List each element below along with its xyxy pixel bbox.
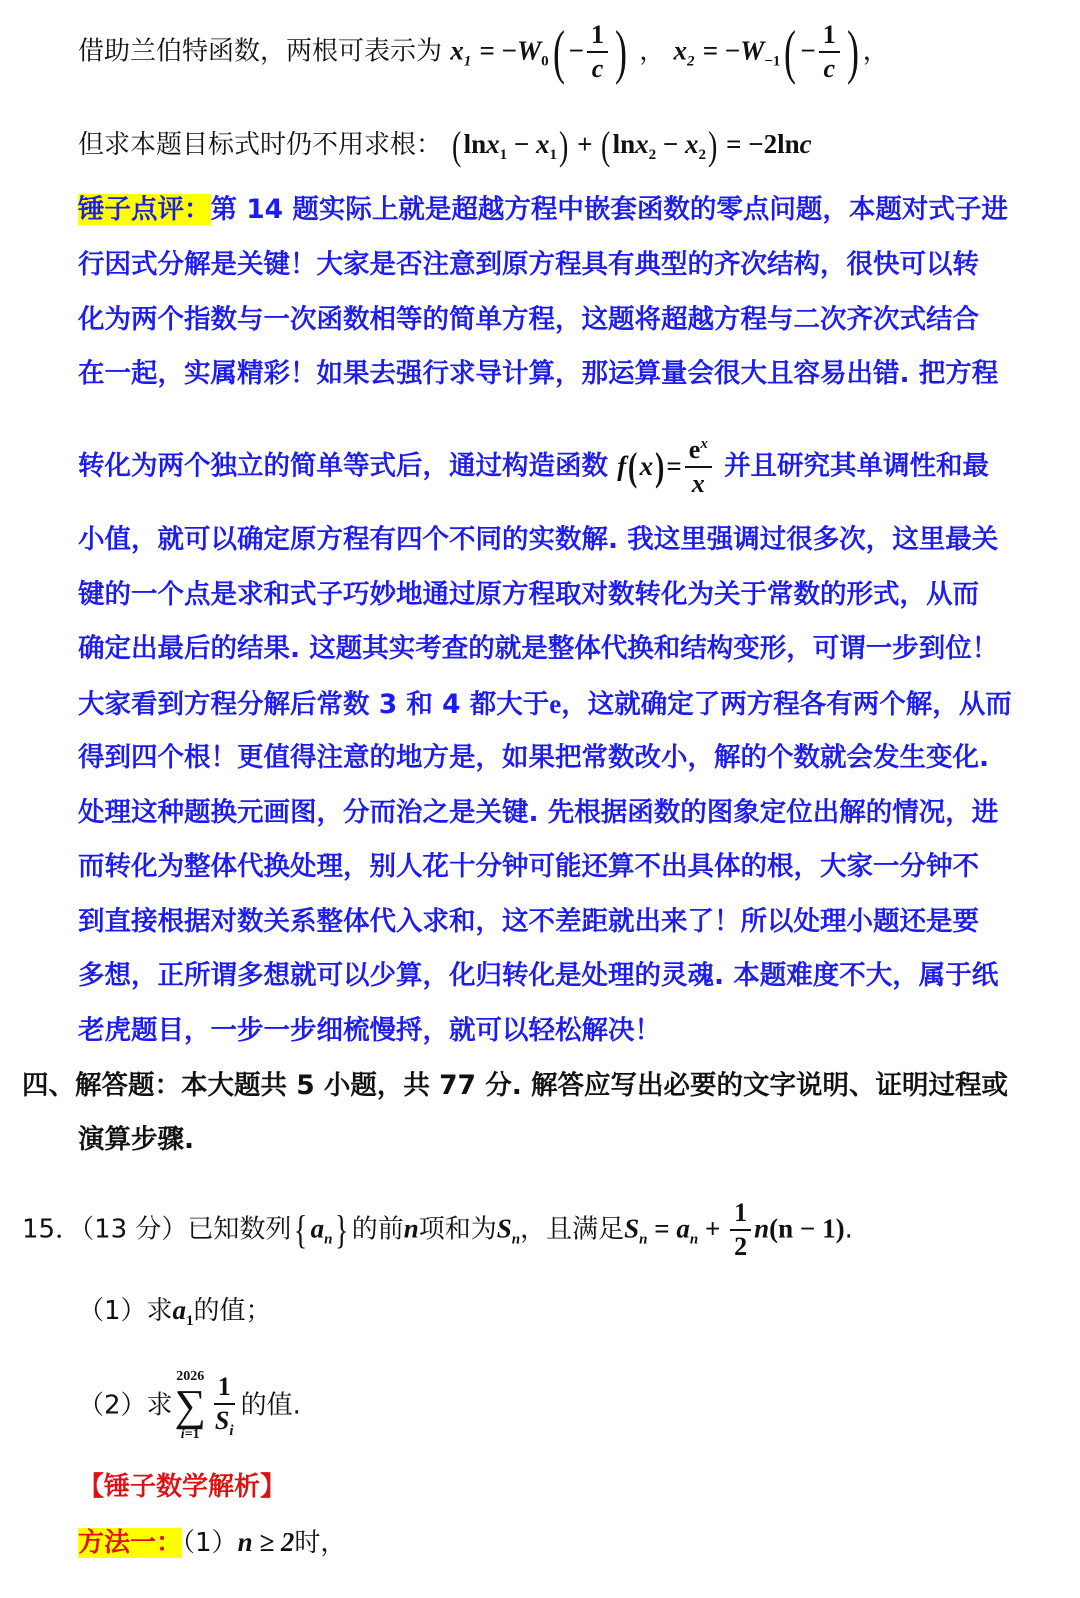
review-line-4: 在一起，实属精彩！如果去强行求导计算，那运算量会很大且容易出错. 把方程 [78, 358, 999, 389]
review-line-7: 确定出最后的结果. 这题其实考查的就是整体代换和结构变形，可谓一步到位！ [78, 633, 999, 664]
question-15-part-2: （2）求 2026 ∑ i=1 $\frac{1}{S_i}$ 的值. [78, 1369, 301, 1442]
review-line-6: 键的一个点是求和式子巧妙地通过原方程取对数转化为关于常数的形式，从而 [78, 579, 979, 610]
review-label: 锤子点评： [78, 194, 211, 225]
lambert-text: 借助兰伯特函数，两根可表示为 [78, 36, 443, 67]
fraction-1-over-c: $\frac{1}{c}$ [587, 22, 608, 82]
summation: 2026 ∑ i=1 [174, 1369, 206, 1442]
fraction-1-over-si: $\frac{1}{S_i}$ [214, 1371, 234, 1439]
fraction-ex-over-x: $\frac{e^x}{x}$ [685, 437, 712, 497]
method-one: 方法一：（1）n ≥ 2时， [78, 1527, 347, 1558]
lambert-line: 借助兰伯特函数，两根可表示为 $x_1 = -W_0$( − $\frac{1}{c}$ ) ， $x_2 = -W_{-1}$( − $\frac{1}{c}$ ) ， [78, 19, 889, 85]
review-line-function: 转化为两个独立的简单等式后，通过构造函数 f(x)= $\frac{e^x}{x}$ 并且研究其单调性和最 [78, 435, 990, 498]
review-line-5: 小值，就可以确定原方程有四个不同的实数解. 我这里强调过很多次，这里最关 [78, 524, 999, 555]
target-expression-line: 但求本题目标式时仍不用求根： $(\ln x_1 - x_1) + (\ln x_2 - x_2) = -2\ln c$ [78, 122, 812, 168]
question-15: 15．（13 分）已知数列{ $a_n$} 的前n项和为$S_n$，且满足$S_n = a_n$ + $\frac{1}{2}$ n(n − 1). [22, 1198, 853, 1261]
fraction-1-over-c: $\frac{1}{c}$ [819, 22, 840, 82]
review-line-10: 处理这种题换元画图，分而治之是关键. 先根据函数的图象定位出解的情况，进 [78, 797, 999, 828]
method-label: 方法一： [78, 1528, 183, 1558]
fraction-one-half: $\frac{1}{2}$ [730, 1200, 751, 1260]
review-line-8: 大家看到方程分解后常数 3 和 4 都大于e，这就确定了两方程各有两个解，从而 [78, 689, 1012, 720]
review-line-12: 到直接根据对数关系整体代入求和，这不差距就出来了！所以处理小题还是要 [78, 906, 979, 937]
analysis-title: 【锤子数学解析】 [78, 1472, 287, 1502]
review-line-9: 得到四个根！更值得注意的地方是，如果把常数改小，解的个数就会发生变化. [78, 742, 990, 773]
section-heading: 四、解答题：本大题共 5 小题，共 77 分. 解答应写出必要的文字说明、证明过程或 [22, 1070, 1009, 1101]
section-heading-cont: 演算步骤. [78, 1124, 195, 1155]
review-line-3: 化为两个指数与一次函数相等的简单方程，这题将超越方程与二次齐次式结合 [78, 304, 979, 335]
review-line-1: 锤子点评：第 14 题实际上就是超越方程中嵌套函数的零点问题，本题对式子进 [78, 194, 1008, 225]
review-line-13: 多想，正所谓多想就可以少算，化归转化是处理的灵魂. 本题难度不大，属于纸 [78, 960, 999, 991]
review-line-2: 行因式分解是关键！大家是否注意到原方程具有典型的齐次结构，很快可以转 [78, 249, 979, 280]
question-15-part-1: （1）求$a_1$的值； [78, 1295, 272, 1329]
review-line-14: 老虎题目，一步一步细梳慢捋，就可以轻松解决！ [78, 1015, 661, 1046]
review-line-11: 而转化为整体代换处理，别人花十分钟可能还算不出具体的根，大家一分钟不 [78, 851, 979, 882]
